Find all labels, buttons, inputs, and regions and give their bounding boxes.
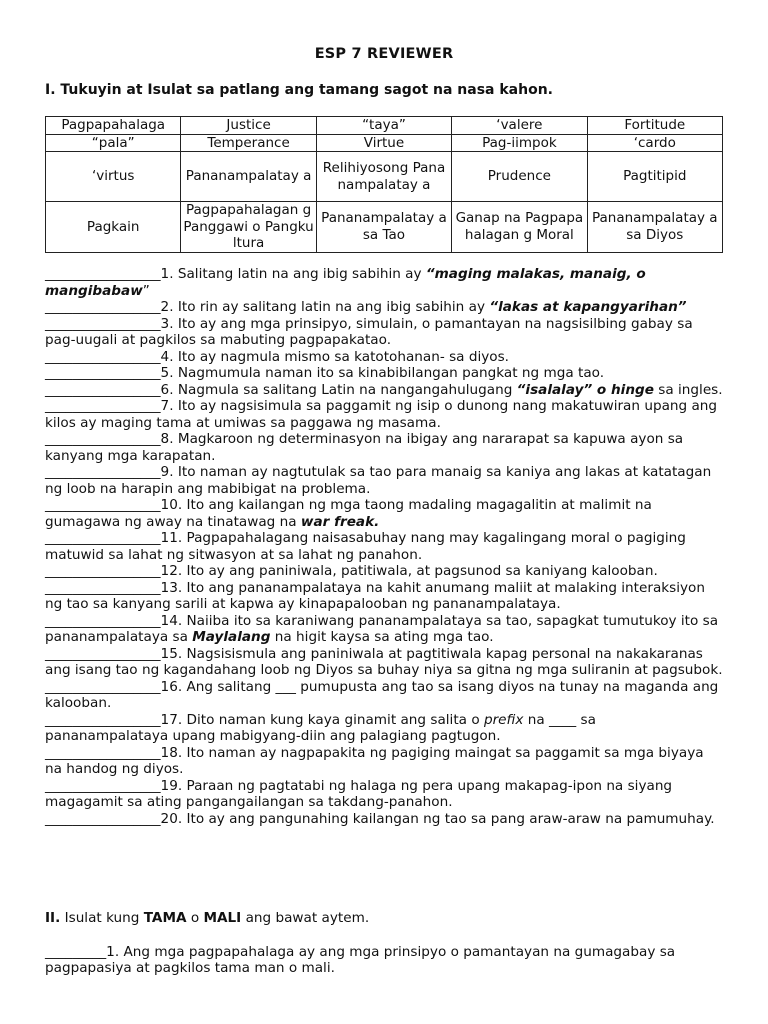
answer-box-cell: Pagkain	[46, 202, 181, 253]
answer-blank[interactable]: _________________	[45, 678, 161, 695]
answer-blank[interactable]: _________________	[45, 398, 161, 414]
answer-blank[interactable]: _________________	[45, 777, 161, 794]
answer-blank[interactable]: _________	[45, 943, 107, 960]
answer-blank[interactable]: _________________	[45, 563, 161, 579]
answer-box-cell: Pagpapahalaga	[46, 117, 181, 135]
answer-blank[interactable]: _________________	[45, 381, 161, 398]
answer-blank[interactable]: _________________	[45, 645, 161, 662]
answer-box-cell: Relihiyosong Pananampalatay a	[316, 152, 451, 202]
item-10: _________________10. Ito ang kailangan ng mga taong madaling magagalitin at malimit na gumagawa ng away na tinatawag na war freak.	[45, 497, 652, 530]
tama-mali-item-1: _________1. Ang mga pagpapahalaga ay ang mga prinsipyo o pamantayan na gumagabay sa pagpapasiya at pagkilos tama man o mali.	[45, 943, 676, 976]
item-1: _________________1. Salitang latin na ang ibig sabihin ay “maging malakas, manaig, o mangibabaw”	[45, 266, 646, 299]
answer-box-cell: Pag-iimpok	[452, 134, 587, 152]
section-2	[45, 910, 723, 977]
answer-box-row	[46, 117, 723, 135]
answer-box-cell: Justice	[181, 117, 316, 135]
item-13: _________________13. Ito ang pananampalataya na kahit anumang maliit at malaking interaksiyon ng tao sa kanyang sarili at kapwa ay kinapapalooban ng pananampalataya.	[45, 579, 705, 612]
item-2: _________________2. Ito rin ay salitang latin na ang ibig sabihin ay “lakas at kapangyarihan”	[45, 299, 687, 315]
item-8: _________________8. Magkaroon ng determinasyon na ibigay ang nararapat sa kapuwa ayon sa kanyang mga karapatan.	[45, 431, 684, 464]
answer-box-cell: Pananampalatay a	[181, 152, 316, 202]
item-4: _________________4. Ito ay nagmula mismo sa katotohanan- sa diyos.	[45, 348, 509, 365]
item-19: _________________19. Paraan ng pagtatabi ng halaga ng pera upang makapag-ipon na siyang magagamit sa ating pangangailangan sa takdang-panahon.	[45, 777, 673, 810]
item-12: _________________12. Ito ay ang paniniwala, patitiwala, at pagsunod sa kaniyang kalooban.	[45, 563, 658, 579]
answer-box-cell: Pagpapahalagan g Panggawi o Pangkultura	[181, 202, 316, 253]
answer-blank[interactable]: _________________	[45, 315, 161, 332]
answer-blank[interactable]: _________________	[45, 530, 161, 546]
answer-box-row	[46, 134, 723, 152]
item-9: _________________9. Ito naman ay nagtutulak sa tao para manaig sa kaniya ang lakas at katatagan ng loob na harapin ang mabibigat na problema.	[45, 464, 712, 497]
answer-blank[interactable]: _________________	[45, 365, 161, 381]
answer-box-cell: ‘cardo	[587, 134, 722, 152]
answer-box-cell: ‘valere	[452, 117, 587, 135]
section-2-heading: II. Isulat kung TAMA o MALI ang bawat aytem.	[45, 910, 370, 926]
answer-box-cell: Virtue	[316, 134, 451, 152]
answer-box-cell: Pananampalatay a sa Tao	[316, 202, 451, 253]
answer-box-cell: Pagtitipid	[587, 152, 722, 202]
item-14: _________________14. Naiiba ito sa karaniwang pananampalataya sa tao, sapagkat tumutukoy ito sa pananampalataya sa Maylalang na higit kaysa sa ating mga tao.	[45, 612, 719, 645]
item-11: _________________11. Pagpapahalagang naisasabuhay nang may kagalingang moral o pagiging matuwid sa lahat ng sitwasyon at sa lahat ng panahon.	[45, 530, 686, 563]
answer-blank[interactable]: _________________	[45, 711, 161, 728]
answer-blank[interactable]: _________________	[45, 431, 161, 447]
answer-blank[interactable]: _________________	[45, 348, 161, 365]
answer-blank[interactable]: _________________	[45, 579, 161, 596]
answer-box-cell: Pananampalatay a sa Diyos	[587, 202, 722, 253]
item-3: _________________3. Ito ay ang mga prinsipyo, simulain, o pamantayan na nagsisilbing gabay sa pag-uugali at pagkilos sa mabuting pagpapakatao.	[45, 315, 693, 348]
item-5: _________________5. Nagmumula naman ito sa kinabibilangan pangkat ng mga tao.	[45, 365, 605, 381]
answer-blank[interactable]: _________________	[45, 744, 161, 761]
answer-box-cell: Prudence	[452, 152, 587, 202]
answer-box-cell: “taya”	[316, 117, 451, 135]
answer-box-cell: Temperance	[181, 134, 316, 152]
answer-box-table	[45, 116, 723, 253]
item-20: _________________20. Ito ay ang pangunahing kailangan ng tao sa pang araw-araw na pamumuhay.	[45, 810, 715, 827]
answer-box-cell: Fortitude	[587, 117, 722, 135]
item-7: _________________7. Ito ay nagsisimula sa paggamit ng isip o dunong nang makatuwiran upang ang kilos ay maging tama at umiwas sa paggawa ng masama.	[45, 398, 718, 431]
item-18: _________________18. Ito naman ay nagpapakita ng pagiging maingat sa paggamit sa mga biyaya na handog ng diyos.	[45, 744, 704, 777]
item-17: _________________17. Dito naman kung kaya ginamit ang salita o prefix na ____ sa pananampalataya upang mabigyang-diin ang palagiang pagtugon.	[45, 711, 596, 744]
item-6: _________________6. Nagmula sa salitang Latin na nangangahulugang “isalalay” o hinge sa ingles.	[45, 381, 723, 398]
answer-blank[interactable]: _________________	[45, 612, 161, 629]
answer-blank[interactable]: _________________	[45, 810, 161, 827]
answer-blank[interactable]: _________________	[45, 299, 161, 315]
page-title: ESP 7 REVIEWER	[314, 46, 454, 62]
item-16: _________________16. Ang salitang ___ pumupusta ang tao sa isang diyos na tunay na maganda ang kalooban.	[45, 678, 719, 711]
answer-box-row	[46, 202, 723, 253]
identification-items	[45, 266, 723, 827]
answer-box-row	[46, 152, 723, 202]
answer-blank[interactable]: _________________	[45, 266, 161, 282]
answer-box-cell: Ganap na Pagpapahalagan g Moral	[452, 202, 587, 253]
answer-blank[interactable]: _________________	[45, 497, 161, 513]
answer-box-cell: “pala”	[46, 134, 181, 152]
section-1-heading: I. Tukuyin at Isulat sa patlang ang tamang sagot na nasa kahon.	[45, 82, 553, 98]
answer-blank[interactable]: _________________	[45, 464, 161, 480]
answer-box-cell: ‘virtus	[46, 152, 181, 202]
item-15: _________________15. Nagsisismula ang paniniwala at pagtitiwala kapag personal na nakakaranas ang isang tao ng kagandahang loob ng Diyos sa buhay niya sa gitna ng mga suliranin at pagsubok.	[45, 645, 723, 678]
